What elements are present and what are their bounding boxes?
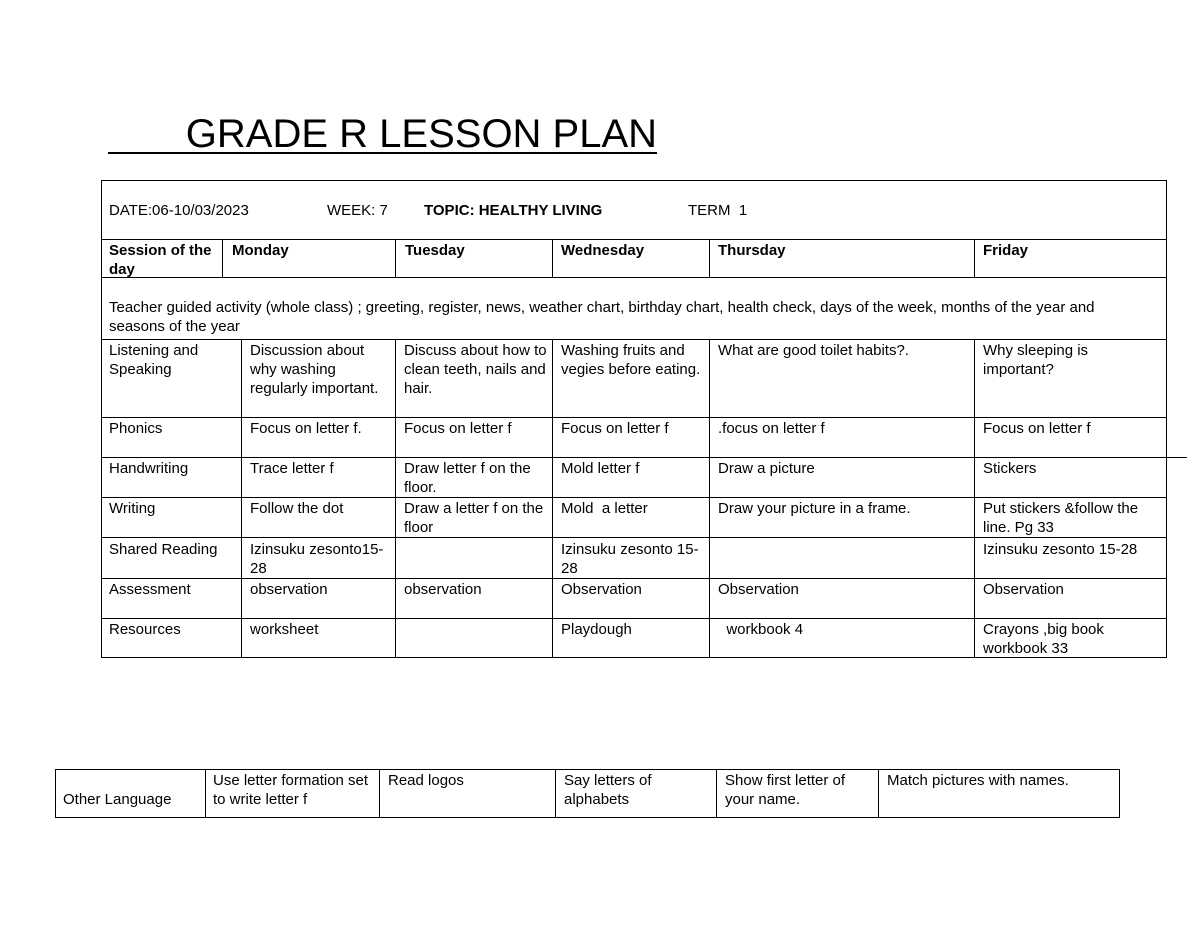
column-header-thursday: Thursday	[718, 242, 786, 259]
wednesday-cell: Focus on letter f	[561, 420, 669, 437]
monday-cell: worksheet	[250, 621, 319, 638]
page-title: GRADE R LESSON PLAN	[108, 112, 658, 156]
tuesday-cell: observation	[404, 581, 482, 598]
session-cell: Listening and Speaking	[109, 342, 199, 378]
wednesday-cell: Observation	[561, 581, 642, 598]
topic-label: TOPIC: HEALTHY LIVING	[424, 202, 603, 219]
monday-cell: observation	[250, 581, 328, 598]
friday-cell: Izinsuku zesonto 15-28	[983, 541, 1138, 558]
column-header-monday: Monday	[232, 242, 289, 259]
week-label: WEEK: 7	[327, 202, 388, 219]
wednesday-cell: Izinsuku zesonto 15-28	[561, 541, 699, 577]
monday-cell: Follow the dot	[250, 500, 344, 517]
thursday-cell: Draw a picture	[718, 460, 815, 477]
wednesday-cell: Washing fruits and vegies before eating.	[561, 342, 701, 378]
term-label: TERM 1	[688, 202, 748, 219]
other-language-wednesday-cell: Say letters of alphabets	[564, 772, 652, 808]
tuesday-cell: Draw a letter f on the floor	[404, 500, 544, 536]
session-cell: Shared Reading	[109, 541, 218, 558]
session-cell: Assessment	[109, 581, 191, 598]
thursday-cell: Observation	[718, 581, 799, 598]
column-header-tuesday: Tuesday	[405, 242, 465, 259]
other-language-friday-cell: Match pictures with names.	[887, 772, 1069, 789]
other-language-monday-cell: Use letter formation set to write letter f	[213, 772, 369, 808]
other-language-tuesday-cell: Read logos	[388, 772, 464, 789]
column-header-session: Session of the day	[109, 242, 212, 278]
other-language-session-cell: Other Language	[63, 791, 172, 808]
session-cell: Writing	[109, 500, 156, 517]
monday-cell: Discussion about why washing regularly important.	[250, 342, 379, 397]
friday-cell: Put stickers &follow the line. Pg 33	[983, 500, 1139, 536]
session-cell: Resources	[109, 621, 181, 638]
thursday-cell: Draw your picture in a frame.	[718, 500, 911, 517]
tuesday-cell: Focus on letter f	[404, 420, 512, 437]
wednesday-cell: Mold letter f	[561, 460, 640, 477]
friday-cell: Crayons ,big book workbook 33	[983, 621, 1104, 657]
thursday-cell: .focus on letter f	[718, 420, 825, 437]
date-label: DATE:06-10/03/2023	[109, 202, 249, 219]
wednesday-cell: Playdough	[561, 621, 632, 638]
session-cell: Phonics	[109, 420, 163, 437]
friday-cell: Focus on letter f	[983, 420, 1091, 437]
friday-cell: Stickers	[983, 460, 1037, 477]
monday-cell: Focus on letter f.	[250, 420, 362, 437]
friday-cell: Why sleeping is important?	[983, 342, 1089, 378]
guided-activity-text: Teacher guided activity (whole class) ; greeting, register, news, weather chart, birthday chart, health check, days of the week, months of the year and seasons of the year	[109, 299, 1095, 335]
column-header-wednesday: Wednesday	[561, 242, 645, 259]
thursday-cell: What are good toilet habits?.	[718, 342, 909, 359]
tuesday-cell: Discuss about how to clean teeth, nails and hair.	[404, 342, 547, 397]
session-cell: Handwriting	[109, 460, 189, 477]
other-language-thursday-cell: Show first letter of your name.	[725, 772, 846, 808]
column-header-friday: Friday	[983, 242, 1029, 259]
tuesday-cell: Draw letter f on the floor.	[404, 460, 531, 496]
friday-cell: Observation	[983, 581, 1064, 598]
monday-cell: Izinsuku zesonto15-28	[250, 541, 384, 577]
wednesday-cell: Mold a letter	[561, 500, 648, 517]
monday-cell: Trace letter f	[250, 460, 334, 477]
thursday-cell: workbook 4	[718, 621, 804, 638]
